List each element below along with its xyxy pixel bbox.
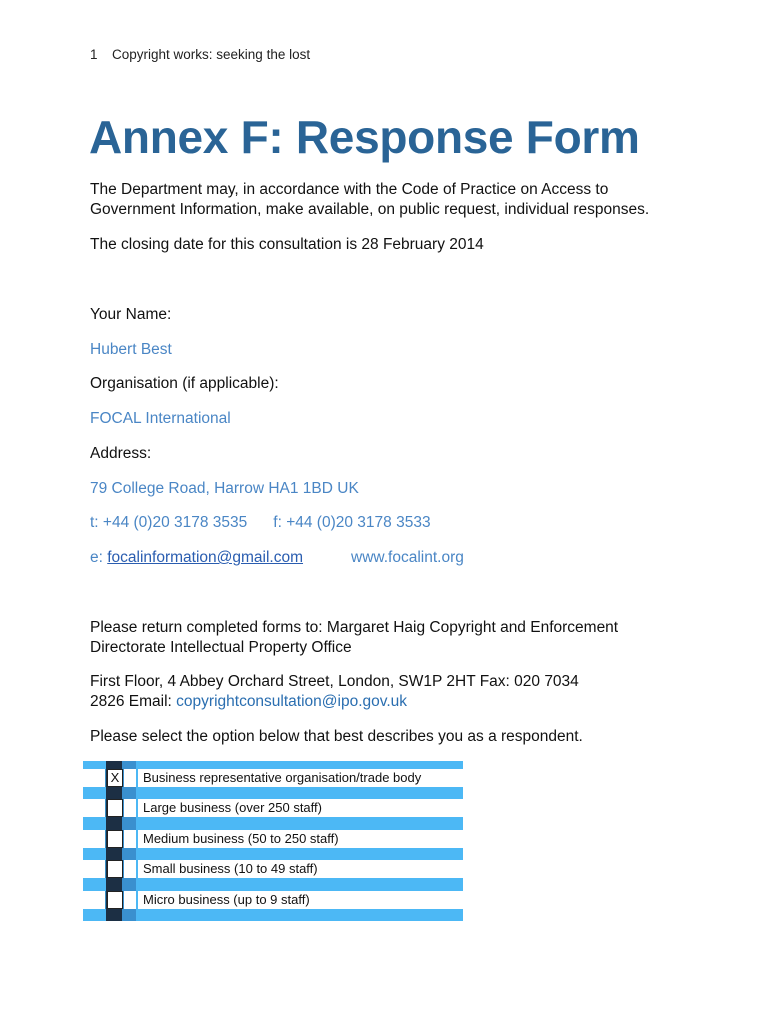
option-checkbox-2[interactable] (107, 830, 123, 848)
intro-line-1: The Department may, in accordance with the Code of Practice on Access to (90, 181, 609, 198)
organisation-value: FOCAL International (90, 410, 231, 427)
running-title: Copyright works: seeking the lost (112, 47, 311, 62)
option-checkbox-4[interactable] (107, 891, 123, 909)
return-email-link[interactable]: copyrightconsultation@ipo.gov.uk (176, 693, 408, 710)
option-label-2: Medium business (50 to 250 staff) (138, 830, 463, 848)
address-value: 79 College Road, Harrow HA1 1BD UK (90, 480, 359, 497)
closing-date: The closing date for this consultation is 28 February 2014 (90, 236, 484, 253)
email-link[interactable]: focalinformation@gmail.com (107, 549, 304, 566)
intro-line-2: Government Information, make available, on public request, individual responses. (90, 201, 650, 218)
fax-number: f: +44 (0)20 3178 3533 (273, 514, 431, 531)
page-title: Annex F: Response Form (89, 111, 640, 163)
option-checkbox-3[interactable] (107, 860, 123, 878)
organisation-label: Organisation (if applicable): (90, 375, 279, 392)
email-prefix: e: (90, 549, 108, 566)
return-line-3: First Floor, 4 Abbey Orchard Street, London, SW1P 2HT Fax: 020 7034 (90, 673, 579, 690)
option-row-2[interactable] (83, 830, 463, 848)
website-link[interactable]: www.focalint.org (351, 549, 464, 566)
return-email-prefix: 2826 Email: (90, 693, 177, 710)
return-line-4 (90, 692, 407, 712)
return-line-2: Directorate Intellectual Property Office (90, 639, 352, 656)
phone-number: t: +44 (0)20 3178 3535 (90, 514, 248, 531)
option-row-1[interactable] (83, 799, 463, 817)
contact-email-web (90, 548, 464, 568)
option-row-3[interactable] (83, 860, 463, 878)
option-checkbox-0[interactable]: X (107, 769, 123, 787)
contact-phone-fax (90, 513, 431, 533)
option-label-3: Small business (10 to 49 staff) (138, 860, 463, 878)
option-label-4: Micro business (up to 9 staff) (138, 891, 463, 909)
option-row-0[interactable] (83, 769, 463, 787)
name-label: Your Name: (90, 306, 172, 323)
address-label: Address: (90, 445, 152, 462)
respondent-options-table (83, 761, 463, 921)
select-prompt: Please select the option below that best describes you as a respondent. (90, 728, 583, 745)
option-checkbox-1[interactable] (107, 799, 123, 817)
return-line-1: Please return completed forms to: Margaret Haig Copyright and Enforcement (90, 619, 619, 636)
page-header (90, 47, 310, 62)
option-row-4[interactable] (83, 891, 463, 909)
name-value: Hubert Best (90, 341, 172, 358)
page-number: 1 (90, 47, 98, 62)
option-label-0: Business representative organisation/trade body (138, 769, 463, 787)
option-label-1: Large business (over 250 staff) (138, 799, 463, 817)
